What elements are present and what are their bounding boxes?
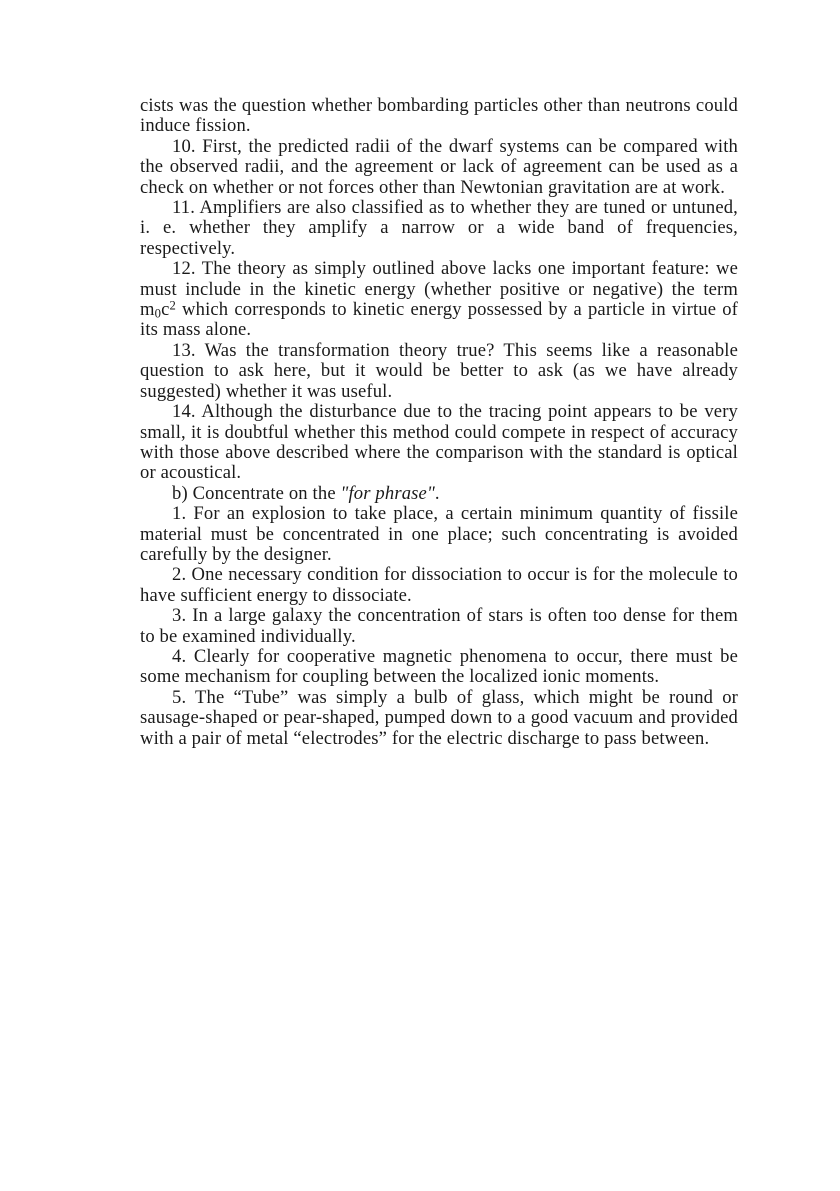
paragraph-13-transformation: 13. Was the transformation theory true? This seems like a reasonable question to ask here, but it would be better to ask (as we have already suggested) whether it was useful. — [140, 339, 738, 402]
superscript-two: 2 — [169, 298, 176, 313]
paragraph-10-dwarf-systems: 10. First, the predicted radii of the dwarf systems can be compared with the observed radii, and the agreement or lack of agreement can be used as a check on whether or not forces other than Newtonian gravitation are at work. — [140, 135, 738, 198]
section-heading-b — [140, 484, 738, 504]
paragraph-continuation: cists was the question whether bombarding particles other than neutrons could induce fission. — [140, 95, 738, 137]
paragraph-b3-galaxy: 3. In a large galaxy the concentration of stars is often too dense for them to be examined individually. — [140, 605, 738, 647]
paragraph-b5-tube: 5. The “Tube” was simply a bulb of glass, which might be round or sausage-shaped or pear-shaped, pumped down to a good vacuum and provided with a pair of metal “electrodes” for the electric discharge to pass between. — [140, 686, 738, 749]
paragraph-b2-dissociation: 2. One necessary condition for dissociation to occur is for the molecule to have sufficient energy to dissociate. — [140, 564, 738, 606]
paragraph-b4-magnetic: 4. Clearly for cooperative magnetic phenomena to occur, there must be some mechanism for coupling between the localized ionic moments. — [140, 645, 738, 688]
paragraph-12-text-before: 12. The theory as simply outlined above lacks one important feature: we must include in the kinetic energy (whether positive or negative) the term m — [140, 258, 738, 321]
section-heading-italic: "for phrase" — [340, 482, 435, 504]
section-heading-trail: . — [434, 482, 440, 504]
paragraph-12-theory — [140, 259, 738, 341]
paragraph-14-disturbance: 14. Although the disturbance due to the tracing point appears to be very small, it is doubtful whether this method could compete in respect of accuracy with those above described where the comparison with the standard is optical or acoustical. — [140, 401, 738, 484]
document-page — [140, 96, 738, 749]
paragraph-11-amplifiers: 11. Amplifiers are also classified as to whether they are tuned or untuned, i. e. whether they amplify a narrow or a wide band of frequencies, respectively. — [140, 197, 738, 259]
section-heading-lead: b) Concentrate on the — [172, 482, 341, 504]
paragraph-12-text-after: which corresponds to kinetic energy possessed by a particle in virtue of its mass alone. — [140, 299, 738, 341]
subscript-zero: 0 — [154, 306, 162, 321]
paragraph-b1-explosion: 1. For an explosion to take place, a certain minimum quantity of fissile material must be concentrated in one place; such concentrating is avoided carefully by the designer. — [140, 503, 738, 565]
paragraph-12-text-c: c — [161, 299, 170, 321]
